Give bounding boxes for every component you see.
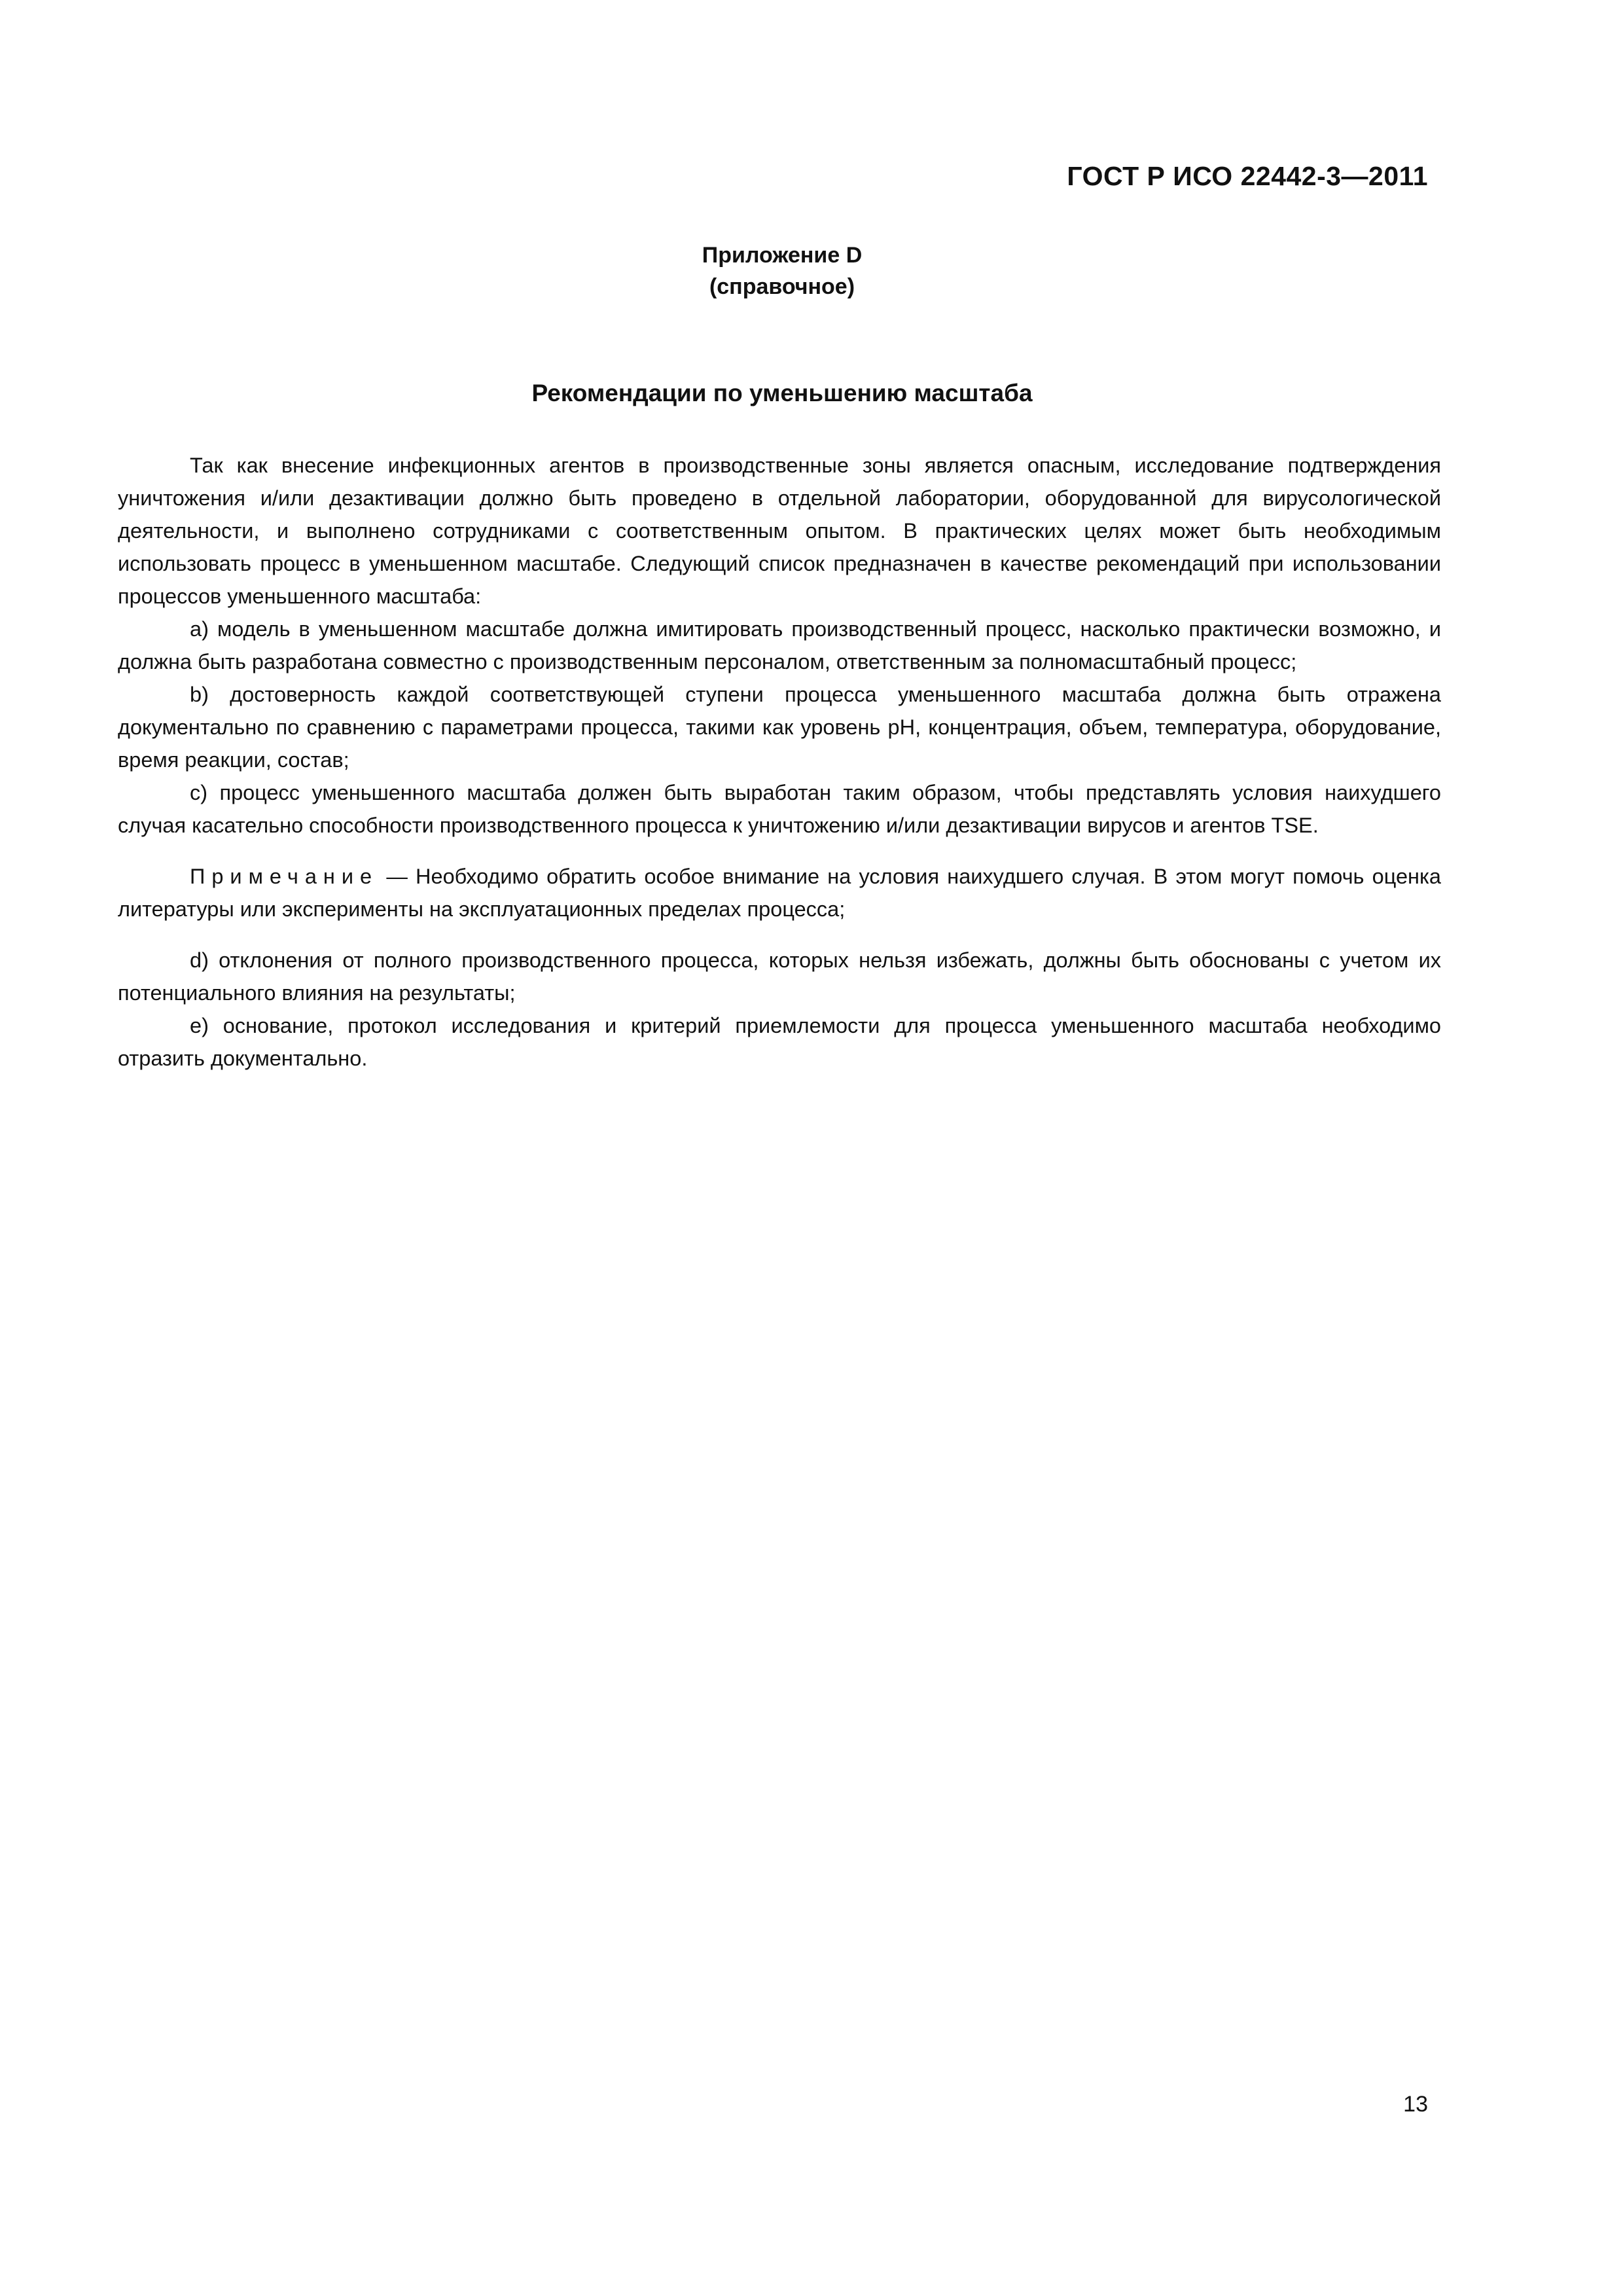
appendix-type: (справочное): [709, 274, 855, 299]
body-text: [118, 449, 1441, 1075]
note-label: Примечание: [190, 865, 379, 888]
list-item-d: d) отклонения от полного производственного процесса, которых нельзя избежать, должны быть обоснованы с учетом их потенциального влияния на результаты;: [118, 948, 1441, 1005]
appendix-label: Приложение D: [702, 243, 863, 268]
page-number: 13: [1403, 2092, 1428, 2117]
document-code: ГОСТ Р ИСО 22442-3—2011: [1067, 161, 1428, 191]
note-paragraph: [118, 860, 1441, 925]
list-item-b: b) достоверность каждой соответствующей ступени процесса уменьшенного масштаба должна быть отражена документально по сравнению с параметрами процесса, такими как уровень pH, концентрация, объем, температура, оборудование, время реакции, состав;: [118, 683, 1441, 772]
section-title: Рекомендации по уменьшению масштаба: [531, 380, 1033, 406]
note-text: — Необходимо обратить особое внимание на условия наихудшего случая. В этом могут помочь оценка литературы или эксперименты на эксплуатационных пределах процесса;: [118, 865, 1441, 921]
list-item-c: c) процесс уменьшенного масштаба должен быть выработан таким образом, чтобы представлять условия наихудшего случая касательно способности производственного процесса к уничтожению и/или дезактивации вирусов и агентов TSE.: [118, 781, 1441, 837]
list-item-a: a) модель в уменьшенном масштабе должна имитировать производственный процесс, насколько практически возможно, и должна быть разработана совместно с производственным персоналом, ответственным за полномасштабный процесс;: [118, 617, 1441, 673]
paragraph-intro: Так как внесение инфекционных агентов в производственные зоны является опасным, исследование подтверждения уничтожения и/или дезактивации должно быть проведено в отдельной лаборатории, оборудованной для вирусологической деятельности, и выполнено сотрудниками с соответственным опытом. В практических целях может быть необходимым использовать процесс в уменьшенном масштабе. Следующий список предназначен в качестве рекомендаций при использовании процессов уменьшенного масштаба:: [118, 454, 1441, 608]
list-item-e: e) основание, протокол исследования и критерий приемлемости для процесса уменьшенного масштаба необходимо отразить документально.: [118, 1014, 1441, 1070]
appendix-heading: [0, 240, 1564, 302]
